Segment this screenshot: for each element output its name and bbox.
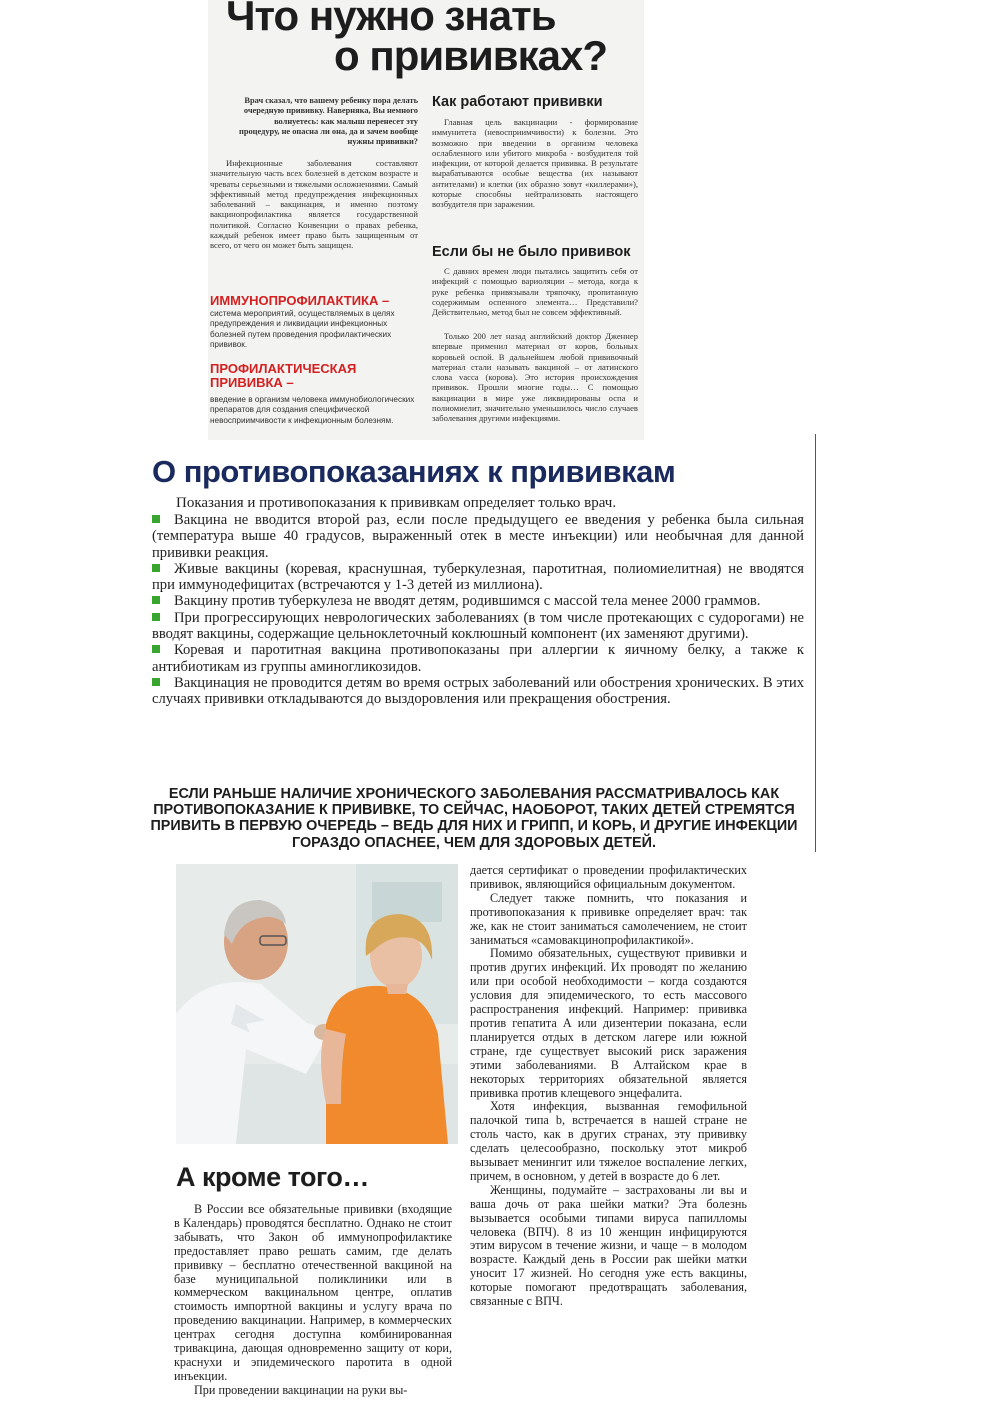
list-item: Вакцинация не проводится детям во время острых заболеваний или обострения хронических. В этих случаях прививки откладываются до выздоровления или прекращения обострения. [152,674,804,708]
green-square-bullet-icon [152,596,160,604]
definition-preventive-vaccination: введение в организм человека иммунобиологических препаратов для создания специфической невосприимчивости к инфекционным болезням. [210,395,415,425]
list-item: Живые вакцины (коревая, краснушная, туберкулезная, паротитная, полиомиелитная) не вводятся при иммунодефицитах (встречаются у 1-3 детей из миллиона). [152,560,804,594]
paragraph: Следует также помнить, что показания и противопоказания к прививке определяет врач: так же, как не стоит заниматься самолечением, не стоит заниматься «самовакцинопрофилактикой». [470,890,747,947]
paragraph: В России все обязательные прививки (входящие в Календарь) проводятся бесплатно. Однако не стоит забывать, что Закон об иммунопрофилактике предоставляет право решать самим, где делать прививку – бесплатно отечественной вакциной на базе муниципальной поликлиники или в коммерческом вакцинальном центре, оплатив стоимость импортной вакцины и услугу врача по проведению вакцинации. Например, в коммерческих центрах сегодня доступна комбинированная тривакцина, дающая одновременно защиту от кори, краснухи и эпидемического паротита в одной инъекции. [174,1202,452,1383]
paragraph: При проведении вакцинации на руки вы- [194,1382,408,1397]
contraindications-list [152,512,804,708]
contraindications-intro: Показания и противопоказания к прививкам определяет только врач. [176,495,617,511]
green-square-bullet-icon [152,645,160,653]
term-preventive-vaccination: ПРОФИЛАКТИЧЕСКАЯ ПРИВИВКА – [210,361,357,390]
term-immunoprophylaxis: ИММУНОПРОФИЛАКТИКА – [210,293,390,308]
bottom-right-column [470,864,747,1309]
list-item: Вакцина не вводится второй раз, если после предыдущего ее введения у ребенка была сильная (температура выше 40 градусов, выраженный отек в месте инъекции) или необычная для данной прививки реакция. [152,512,804,561]
list-item: Коревая и паротитная вакцина противопоказаны при аллергии к яичному белку, а также к антибиотикам из группы аминогликозидов. [152,642,804,675]
article-lead: Врач сказал, что вашему ребенку пора делать очередную прививку. Наверняка, Вы немного волнуетесь: как малыш перенесет эту процедуру, не опасна ли она, да и зачем вообще нужны прививки? [239,96,418,147]
definition-immunoprophylaxis: система мероприятий, осуществляемых в целях предупреждения и ликвидации инфекционных болезней путем проведения профилактических прививок. [210,309,395,350]
green-square-bullet-icon [152,564,160,572]
section-title-besides: А кроме того… [176,1162,369,1192]
article-title: Что нужно знать о прививках? [226,0,608,79]
paragraph: Женщины, подумайте – застрахованы ли вы и ваша дочь от рака шейки матки? Эта болезнь вызывается особыми типами вируса папилломы человека (ВПЧ). 8 из 10 женщин инфицируются этим вирусом в течение жизни, и чаще – в молодом возрасте. Каждый день в России рак шейки матки уносит 17 жизней. Но сегодня уже есть вакцины, которые помогают предотвращать заболевания, связанные с ВПЧ. [470,1182,747,1309]
doctor-vaccinating-woman-illustration [176,864,458,1144]
vaccination-photo [176,864,458,1144]
list-item: Вакцину против туберкулеза не вводят детям, родившимся с массой тела менее 2000 граммов. [152,593,804,609]
paragraph: Хотя инфекция, вызванная гемофильной палочкой типа b, встречается в нашей стране не столь часто, как в других странах, эту прививку сделать целесообразно, поскольку этот микроб вызывает менингит или тяжелое воспаление легких, причем, в основном, у детей в возрасте до 6 лет. [470,1099,747,1183]
contraindications-title: О противопоказаниях к прививкам [152,454,676,489]
top-article [208,0,644,440]
subheading-if-no-vaccines: Если бы не было прививок [432,244,631,260]
subheading-how-vaccines-work: Как работают прививки [432,94,603,110]
paragraph: дается сертификат о проведении профилактических прививок, являющийся официальным документом. [470,863,747,891]
if-no-vaccines-text-1: С давних времен люди пытались защитить себя от инфекций с помощью вариоляции – метода, когда к руке ребенка привязывали тряпочку, пропитанную содержимым оспенного элемента… Представили? Действительно, метод был не совсем эффективный. [432,266,638,318]
if-no-vaccines-text-2: Только 200 лет назад английский доктор Дженнер впервые применил материал от коров, больных коровьей оспой. В дальнейшем любой прививочный материал стали называть вакциной – от латинского слова vacca (корова). Это история происхождения прививок. Прошли многие годы… С помощью вакцинации в мире уже ликвидированы оспа и полиомиелит, значительно уменьшилось число случаев заболевания другими инфекциями. [432,331,638,424]
article-left-paragraph: Инфекционные заболевания составляют значительную часть всех болезней в детском возрасте и чреваты серьезными и тяжелыми осложнениями. Самый эффективный метод предупреждения инфекционных заболеваний – вакцинация, и именно поэтому вакцинопрофилактика является государственной политикой. Согласно Конвенции о правах ребенка, каждый ребенок имеет право быть защищенным от всего, от чего он может быть защищен. [210,158,418,251]
paragraph: Помимо обязательных, существуют прививки и против других инфекций. Их проводят по желанию или при особой необходимости – когда создаются условия для эпидемического, то есть массового распространения инфекций. Например: прививка против гепатита А или дизентерии показана, если планируется отдых в детском лагере или южной стране, где существует высокий риск заражения этими заболеваниями. В Алтайском крае в некоторых территориях обязательной является прививка против клещевого энцефалита. [470,946,747,1100]
green-square-bullet-icon [152,515,160,523]
green-square-bullet-icon [152,613,160,621]
how-vaccines-work-text: Главная цель вакцинации - формирование иммунитета (невосприимчивости) к болезни. Это возможно при введении в организм человека ослабленного или убитого микроба - возбудителя той инфекции, от которой делается прививка. В результате вырабатываются особые вещества (их называют антителами) и клетки (их образно зовут «киллерами»), которые способны нейтрализовать настоящего возбудителя при заражении. [432,117,638,210]
green-square-bullet-icon [152,678,160,686]
callout-quote: ЕСЛИ РАНЬШЕ НАЛИЧИЕ ХРОНИЧЕСКОГО ЗАБОЛЕВАНИЯ РАССМАТРИВАЛОСЬ КАК ПРОТИВОПОКАЗАНИЕ К ПРИВИВКЕ, ТО СЕЙЧАС, НАОБОРОТ, ТАКИХ ДЕТЕЙ СТРЕМЯТСЯ ПРИВИТЬ В ПЕРВУЮ ОЧЕРЕДЬ – ВЕДЬ ДЛЯ НИХ И ГРИПП, И КОРЬ, И ДРУГИЕ ИНФЕКЦИИ ГОРАЗДО ОПАСНЕЕ, ЧЕМ ДЛЯ ЗДОРОВЫХ ДЕТЕЙ. [150,786,798,851]
list-item: При прогрессирующих неврологических заболеваниях (в том числе протекающих с судорогами) не вводят вакцины, содержащие цельноклеточный коклюшный компонент (их заменяют другими). [152,609,804,643]
bottom-left-column [174,1203,452,1398]
page-edge-divider [815,434,816,852]
